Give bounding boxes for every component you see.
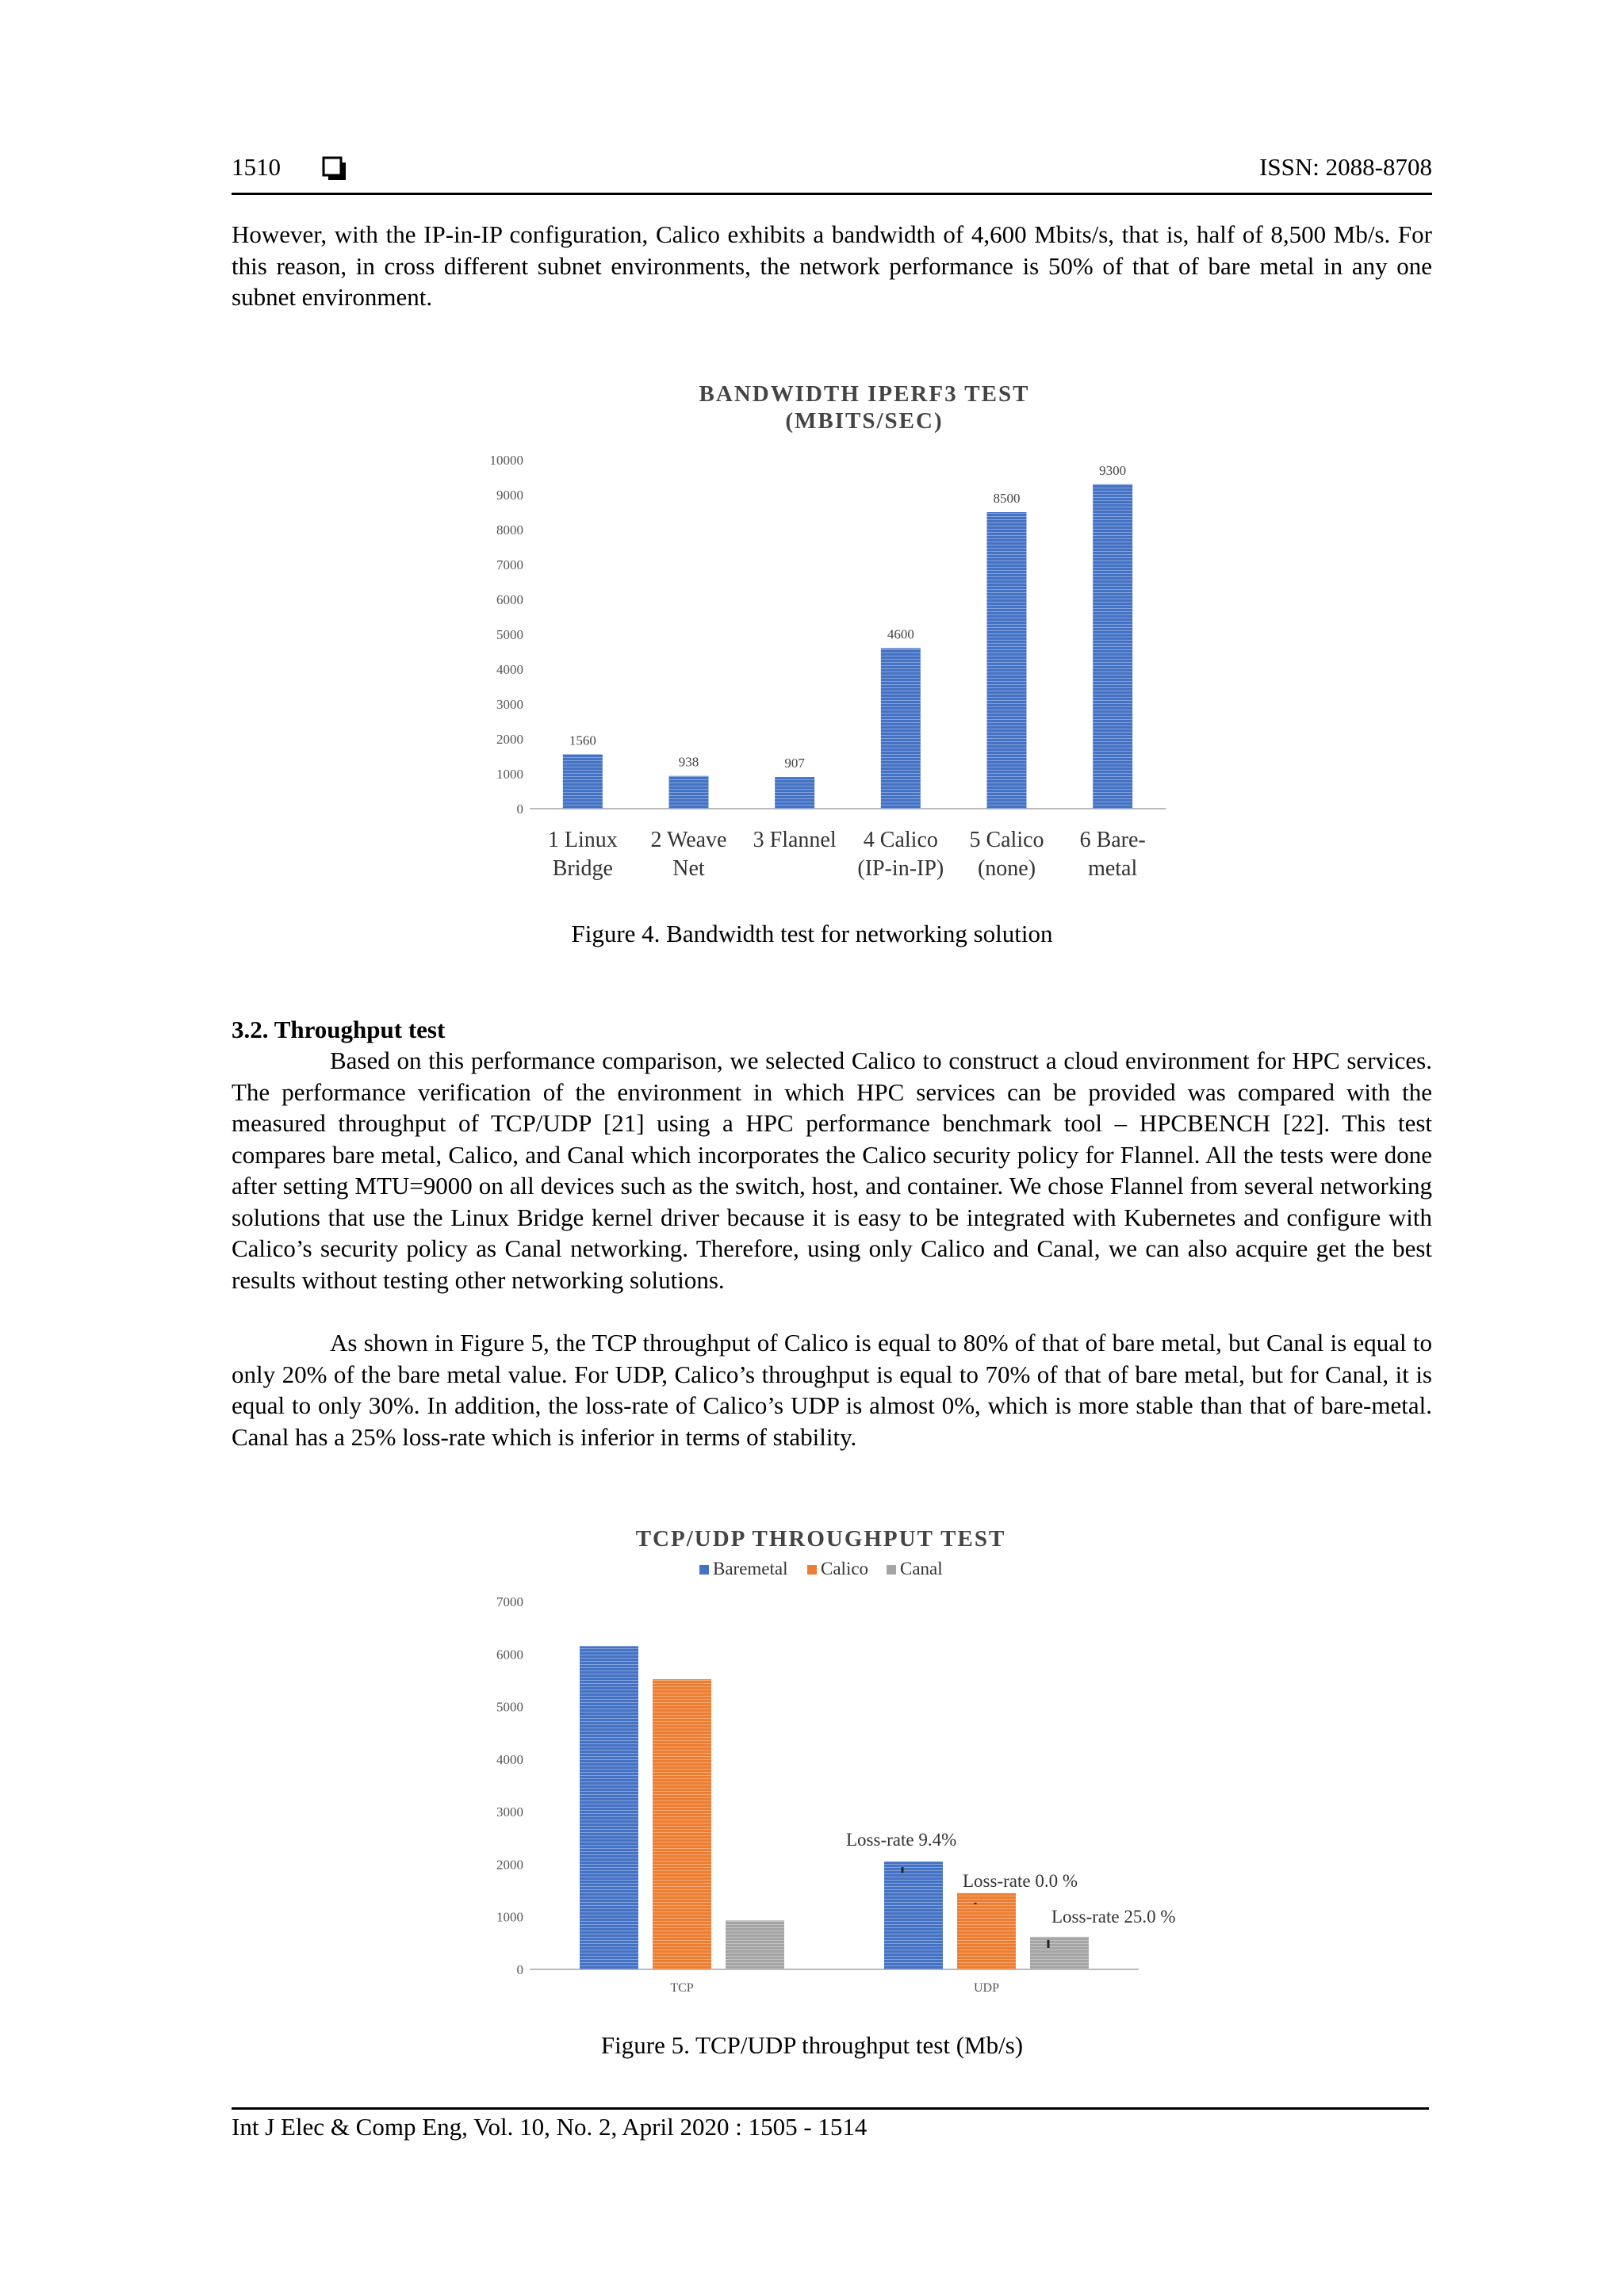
y-tick-label: 6000 — [496, 592, 523, 607]
loss-rate-annotation: Loss-rate 0.0 % — [963, 1870, 1078, 1891]
y-tick-label: 0 — [516, 1962, 523, 1977]
legend-swatch — [807, 1565, 817, 1575]
bar-value-label: 9300 — [1099, 462, 1127, 478]
bar-value-label: 907 — [784, 756, 805, 771]
x-category-label: 5 Calico — [969, 828, 1044, 852]
legend-swatch — [699, 1565, 709, 1575]
bar — [726, 1920, 784, 1969]
y-tick-label: 3000 — [496, 1804, 523, 1820]
bar-value-label: 8500 — [993, 491, 1021, 506]
throughput-chart — [476, 1516, 1189, 2007]
y-tick-label: 4000 — [496, 662, 523, 677]
loss-rate-annotation: Loss-rate 9.4% — [846, 1830, 957, 1850]
y-tick-label: 6000 — [496, 1647, 523, 1663]
y-tick-label: 7000 — [496, 1594, 523, 1609]
y-tick-label: 1000 — [496, 767, 523, 782]
bar-value-label: 938 — [678, 754, 699, 770]
page-number: 1510 — [232, 153, 281, 181]
chart-title-line: (MBITS/SEC) — [785, 408, 944, 434]
page-footer — [232, 2107, 1429, 2141]
y-tick-label: 8000 — [496, 522, 523, 538]
chart-bars — [563, 484, 1132, 809]
figure-caption: Figure 5. TCP/UDP throughput test (Mb/s) — [600, 2031, 1024, 2059]
bar-value-label: 1560 — [569, 733, 596, 748]
legend-label: Baremetal — [713, 1559, 788, 1578]
body-paragraph: However, with the IP-in-IP configuration, Calico exhibits a bandwidth of 4,600 Mbits/s, that is, half of 8,500 Mb/s. For this reason, in cross different subnet environments, the network performance is 50% of that of bare metal in any one subnet environment. — [232, 220, 1432, 311]
x-category-label: metal — [1088, 856, 1138, 881]
bar-value-label: 4600 — [887, 626, 914, 642]
bar — [580, 1646, 638, 1969]
chart-title-line: BANDWIDTH IPERF3 TEST — [699, 381, 1030, 407]
checkbox-bullet-icon — [322, 156, 346, 180]
x-category-label: 4 Calico — [863, 828, 938, 852]
y-tick-label: 2000 — [496, 732, 523, 747]
x-category-label: (none) — [977, 856, 1036, 881]
y-tick-label: 0 — [516, 802, 523, 817]
footer-citation: Int J Elec & Comp Eng, Vol. 10, No. 2, April 2020 : 1505 - 1514 — [232, 2113, 868, 2141]
page-header — [232, 153, 1432, 195]
y-tick-label: 3000 — [496, 697, 523, 712]
chart-data-labels — [569, 463, 1126, 771]
x-category-label: (IP-in-IP) — [857, 856, 944, 881]
chart-categories — [670, 1981, 999, 1995]
chart-legend — [699, 1559, 943, 1578]
bar — [1093, 484, 1132, 809]
chart-title — [699, 381, 1030, 434]
chart-title — [636, 1526, 1006, 1552]
figure-caption: Figure 4. Bandwidth test for networking solution — [571, 920, 1053, 947]
y-tick-label: 5000 — [496, 1699, 523, 1715]
x-category-label: 6 Bare- — [1079, 828, 1146, 852]
loss-rate-annotation: Loss-rate 25.0 % — [1051, 1906, 1176, 1927]
legend-swatch — [887, 1565, 896, 1575]
bar — [563, 754, 603, 809]
bar — [669, 776, 709, 809]
chart-bars — [580, 1646, 1089, 1969]
y-tick-label: 4000 — [496, 1751, 523, 1767]
bar — [775, 777, 814, 809]
body-paragraph: Based on this performance comparison, we selected Calico to construct a cloud environment for HPC services. The performance verification of the environment in which HPC services can be provided was compared with the measured throughput of TCP/UDP [21] using a HPC performance benchmark tool – HPCBENCH [22]. This test compares bare metal, Calico, and Canal which incorporates the Calico security policy for Flannel. All the tests were done after setting MTU=9000 on all devices such as the switch, host, and container. We chose Flannel from several networking solutions that use the Linux Bridge kernel driver because it is easy to be integrated with Kubernetes and configure with Calico’s security policy as Canal networking. Therefore, using only Calico and Canal, we can also acquire get the best results without testing other networking solutions. — [232, 1047, 1432, 1294]
chart-categories — [548, 828, 1146, 881]
x-category-label: Bridge — [552, 856, 613, 881]
y-tick-label: 7000 — [496, 557, 523, 572]
x-category-label: UDP — [973, 1981, 1000, 1995]
y-tick-label: 1000 — [496, 1909, 523, 1925]
x-category-label: 1 Linux — [547, 828, 618, 852]
bar — [1030, 1937, 1089, 1969]
chart-title-line: TCP/UDP THROUGHPUT TEST — [635, 1526, 1006, 1552]
y-tick-label: 10000 — [489, 453, 523, 468]
y-tick-label: 2000 — [496, 1857, 523, 1873]
bar — [653, 1679, 711, 1969]
legend-label: Calico — [821, 1559, 869, 1578]
bar — [881, 649, 921, 809]
x-category-label: TCP — [670, 1981, 694, 1995]
bar — [987, 512, 1027, 809]
x-category-label: Net — [672, 856, 705, 881]
section-heading: 3.2. Throughput test — [232, 1016, 446, 1043]
body-paragraph: As shown in Figure 5, the TCP throughput of Calico is equal to 80% of that of bare metal, but Canal is equal to only 20% of the bare metal value. For UDP, Calico’s throughput is equal to 70% of that of bare metal, but for Canal, it is equal to only 30%. In addition, the loss-rate of Calico’s UDP is almost 0%, which is more stable than that of bare-metal. Canal has a 25% loss-rate which is inferior in terms of stability. — [232, 1329, 1432, 1451]
y-tick-label: 9000 — [496, 488, 523, 503]
legend-label: Canal — [900, 1559, 943, 1578]
bandwidth-chart — [476, 374, 1189, 882]
x-category-label: 3 Flannel — [753, 828, 837, 852]
y-tick-label: 5000 — [496, 627, 523, 642]
issn-label: ISSN: 2088-8708 — [1259, 153, 1432, 181]
bar — [957, 1893, 1016, 1969]
x-category-label: 2 Weave — [650, 828, 727, 852]
bar — [884, 1862, 943, 1969]
